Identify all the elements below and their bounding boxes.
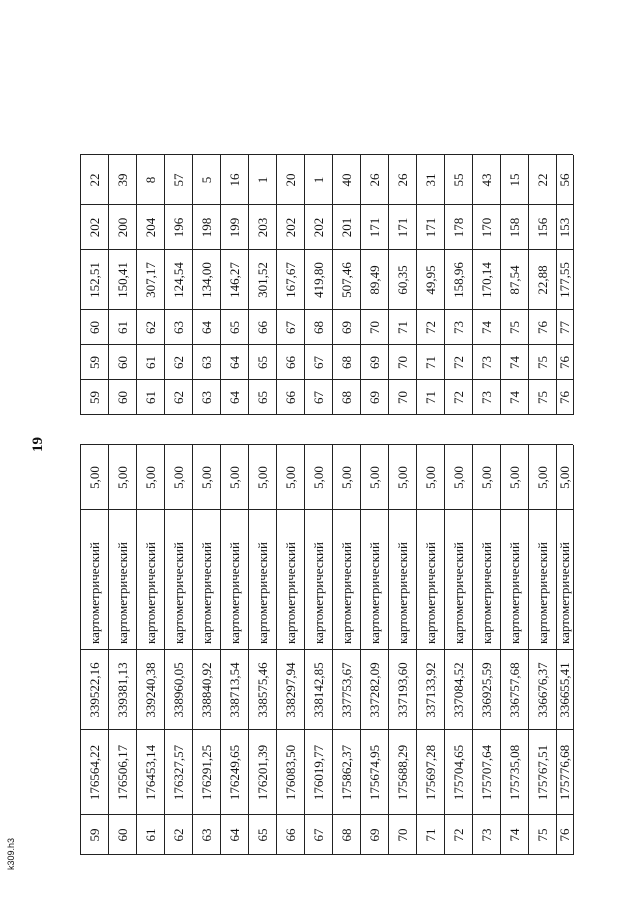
left-table-cell: 338297,94: [282, 662, 298, 718]
left-table-cell: 339522,16: [86, 662, 102, 718]
right-table-cell: 75: [534, 356, 550, 369]
left-table-cell: 5,00: [422, 466, 438, 489]
right-table-cell: 71: [422, 391, 438, 404]
left-table-cell: картометрический: [114, 542, 130, 644]
right-table-cell: 43: [478, 173, 494, 187]
right-table-cell: 74: [506, 356, 522, 369]
right-table-cell: 68: [338, 391, 354, 404]
right-table-cell: 146,27: [226, 262, 242, 298]
right-table-cell: 65: [226, 321, 242, 334]
right-table-cell: 73: [478, 356, 494, 369]
right-table-cell: 69: [366, 391, 382, 404]
left-table-cell: картометрический: [478, 542, 494, 644]
left-table-cell: 176564,22: [86, 744, 102, 801]
left-table-cell: 176291,25: [198, 744, 214, 801]
right-table-cell: 171: [366, 217, 382, 238]
right-table-cell: 39: [114, 173, 130, 187]
right-table-cell: 8: [142, 176, 158, 184]
left-table-cell: 73: [478, 828, 494, 842]
right-table-cell: 124,54: [170, 262, 186, 298]
left-table-cell: картометрический: [282, 542, 298, 644]
left-table-cell: картометрический: [86, 542, 102, 644]
left-table-cell: 63: [198, 828, 214, 842]
right-table-cell: 74: [478, 321, 494, 334]
left-table-cell: 72: [450, 828, 466, 842]
left-table-cell: 337084,52: [450, 662, 466, 718]
right-table-cell: 56: [557, 173, 572, 187]
left-table-cell: 74: [506, 828, 522, 842]
left-table-cell: картометрический: [198, 542, 214, 644]
left-table-cell: 76: [557, 828, 572, 842]
right-table-cell: 62: [142, 321, 158, 334]
left-table-cell: 75: [534, 828, 550, 842]
left-table-cell: картометрический: [534, 542, 550, 644]
left-table-cell: картометрический: [506, 542, 522, 644]
left-table-cell: 336655,41: [557, 662, 572, 718]
right-table-cell: 201: [338, 217, 354, 238]
left-table-cell: картометрический: [226, 542, 242, 644]
right-table-cell: 59: [86, 391, 102, 404]
left-table-cell: 336757,68: [506, 662, 522, 718]
left-table-cell: 175688,29: [394, 744, 410, 801]
right-table-cell: 70: [394, 391, 410, 404]
right-table-cell: 76: [557, 356, 572, 369]
left-table-cell: 176506,17: [114, 744, 130, 801]
right-table-cell: 69: [338, 321, 354, 334]
left-table-cell: 5,00: [310, 466, 326, 489]
right-table-cell: 66: [254, 321, 270, 334]
right-table-cell: 150,41: [114, 262, 130, 298]
left-table-cell: картометрический: [170, 542, 186, 644]
left-table-cell: 175704,65: [450, 744, 466, 801]
left-table-cell: 5,00: [226, 466, 242, 489]
right-table-cell: 57: [170, 173, 186, 187]
right-table-cell: 507,46: [338, 262, 354, 298]
left-table-cell: картометрический: [142, 542, 158, 644]
right-table-cell: 60: [86, 321, 102, 334]
right-table-cell: 134,00: [198, 262, 214, 298]
right-table-cell: 63: [170, 321, 186, 334]
right-table-cell: 31: [422, 173, 438, 187]
right-table-cell: 65: [254, 391, 270, 404]
right-table-cell: 5: [198, 176, 214, 184]
left-table-row-rule: [573, 445, 574, 855]
right-table-cell: 62: [170, 391, 186, 404]
right-table-cell: 198: [198, 217, 214, 238]
left-table-cell: 68: [338, 828, 354, 842]
left-table-cell: 5,00: [450, 466, 466, 489]
left-table-cell: 5,00: [170, 466, 186, 489]
right-table-cell: 196: [170, 217, 186, 238]
left-table-cell: 60: [114, 828, 130, 842]
right-table-cell: 68: [310, 321, 326, 334]
right-table-cell: 63: [198, 391, 214, 404]
right-table-cell: 202: [86, 217, 102, 238]
right-table-cell: 171: [394, 217, 410, 238]
right-table-cell: 60: [114, 391, 130, 404]
right-table-cell: 76: [557, 391, 572, 404]
right-table-cell: 67: [310, 391, 326, 404]
left-table-cell: 338575,46: [254, 662, 270, 718]
right-table-cell: 72: [450, 391, 466, 404]
right-table-cell: 70: [394, 356, 410, 369]
left-table-cell: 176453,14: [142, 744, 158, 801]
right-table-cell: 73: [450, 321, 466, 334]
right-table-cell: 419,80: [310, 262, 326, 298]
left-table-cell: 339381,13: [114, 662, 130, 718]
right-table-cell: 69: [366, 356, 382, 369]
right-table-cell: 199: [226, 217, 242, 238]
right-table-cell: 55: [450, 173, 466, 187]
left-table-cell: 175767,51: [534, 744, 550, 801]
left-table-cell: 175776,68: [557, 744, 572, 801]
right-table-cell: 61: [142, 391, 158, 404]
right-table-cell: 15: [506, 173, 522, 187]
right-table-cell: 16: [226, 173, 242, 187]
right-table-cell: 70: [366, 321, 382, 334]
left-table-cell: 66: [282, 828, 298, 842]
left-table-cell: 175735,08: [506, 744, 522, 801]
right-table-cell: 152,51: [86, 262, 102, 298]
right-table-cell: 156: [534, 217, 550, 238]
right-table-cell: 1: [254, 176, 270, 184]
left-table-cell: 67: [310, 828, 326, 842]
right-table-cell: 26: [366, 173, 382, 187]
right-table-cell: 61: [142, 356, 158, 369]
right-table-cell: 203: [254, 217, 270, 238]
left-table-cell: 71: [422, 828, 438, 842]
left-table-cell: 69: [366, 828, 382, 842]
left-table-cell: 61: [142, 828, 158, 842]
right-table-cell: 65: [254, 356, 270, 369]
right-table-row-rule: [573, 155, 574, 415]
left-table-cell: 5,00: [478, 466, 494, 489]
left-table-cell: картометрический: [366, 542, 382, 644]
right-table-cell: 64: [226, 391, 242, 404]
right-table-cell: 22: [534, 173, 550, 187]
right-table-cell: 20: [282, 173, 298, 187]
right-table-cell: 49,95: [422, 265, 438, 295]
right-table-cell: 178: [450, 217, 466, 238]
right-table-cell: 77: [557, 321, 572, 334]
right-table-cell: 158,96: [450, 262, 466, 298]
right-table-cell: 64: [226, 356, 242, 369]
left-table-cell: 175707,64: [478, 744, 494, 801]
right-table-cell: 158: [506, 217, 522, 238]
right-table-cell: 66: [282, 356, 298, 369]
left-table-cell: 5,00: [394, 466, 410, 489]
right-table-cell: 60,35: [394, 265, 410, 295]
left-table-cell: картометрический: [310, 542, 326, 644]
left-table-cell: 65: [254, 828, 270, 842]
left-table-cell: 338713,54: [226, 662, 242, 718]
right-table-cell: 171: [422, 217, 438, 238]
left-table-cell: картометрический: [557, 542, 572, 644]
right-table-cell: 26: [394, 173, 410, 187]
left-table-cell: 337282,09: [366, 662, 382, 718]
left-table-cell: 5,00: [142, 466, 158, 489]
right-table-cell: 153: [557, 217, 572, 238]
left-table-cell: 175862,37: [338, 744, 354, 801]
right-table-cell: 177,55: [557, 262, 572, 298]
left-table-cell: 339240,38: [142, 662, 158, 718]
left-table-cell: 338840,92: [198, 662, 214, 718]
left-table-cell: 337753,67: [338, 662, 354, 718]
right-table-cell: 89,49: [366, 265, 382, 295]
left-table-cell: 59: [86, 828, 102, 842]
right-table-cell: 73: [478, 391, 494, 404]
right-table-cell: 200: [114, 217, 130, 238]
right-table-cell: 40: [338, 173, 354, 187]
right-table-cell: 64: [198, 321, 214, 334]
right-table-cell: 62: [170, 356, 186, 369]
left-table-cell: картометрический: [254, 542, 270, 644]
left-table-cell: 5,00: [366, 466, 382, 489]
left-table-cell: 338142,85: [310, 662, 326, 718]
left-table-cell: 5,00: [338, 466, 354, 489]
left-table-cell: 5,00: [506, 466, 522, 489]
left-table-cell: 5,00: [557, 466, 572, 489]
rotated-table-block: [80, 35, 573, 855]
left-table-cell: 176201,39: [254, 744, 270, 801]
left-table-cell: 175697,28: [422, 744, 438, 801]
right-table-cell: 71: [422, 356, 438, 369]
right-table-cell: 60: [114, 356, 130, 369]
left-table-cell: 336676,37: [534, 662, 550, 718]
right-table-cell: 170,14: [478, 262, 494, 298]
left-table-cell: 5,00: [198, 466, 214, 489]
footer-code: k309.h3: [6, 837, 16, 870]
left-table-cell: 337133,92: [422, 662, 438, 718]
left-table-cell: 176327,57: [170, 744, 186, 801]
left-table-cell: 62: [170, 828, 186, 842]
left-table-cell: 176019,77: [310, 744, 326, 801]
right-table-cell: 67: [282, 321, 298, 334]
right-table-cell: 202: [310, 217, 326, 238]
right-table-cell: 75: [506, 321, 522, 334]
left-table-cell: 5,00: [114, 466, 130, 489]
right-table-cell: 59: [86, 356, 102, 369]
right-table-cell: 1: [310, 176, 326, 184]
right-table-cell: 63: [198, 356, 214, 369]
right-table-cell: 68: [338, 356, 354, 369]
right-table-cell: 76: [534, 321, 550, 334]
left-table-cell: 337193,60: [394, 662, 410, 718]
left-table-cell: картометрический: [450, 542, 466, 644]
left-table-cell: 338960,05: [170, 662, 186, 718]
right-table-cell: 66: [282, 391, 298, 404]
right-table-cell: 75: [534, 391, 550, 404]
right-table-cell: 87,54: [506, 265, 522, 295]
left-table-cell: 176249,65: [226, 744, 242, 801]
left-table-cell: картометрический: [394, 542, 410, 644]
right-table-cell: 170: [478, 217, 494, 238]
right-table-cell: 167,67: [282, 262, 298, 298]
right-table-cell: 72: [450, 356, 466, 369]
right-table-cell: 72: [422, 321, 438, 334]
right-table-cell: 22: [86, 173, 102, 187]
right-table-cell: 61: [114, 321, 130, 334]
left-table-cell: картометрический: [338, 542, 354, 644]
right-table-cell: 22,88: [534, 265, 550, 295]
right-table-cell: 67: [310, 356, 326, 369]
right-table-cell: 301,52: [254, 262, 270, 298]
left-table-cell: 70: [394, 828, 410, 842]
left-table-cell: 5,00: [86, 466, 102, 489]
page-number: 19: [30, 437, 46, 452]
left-table-cell: 5,00: [534, 466, 550, 489]
left-table-cell: картометрический: [422, 542, 438, 644]
left-table-cell: 175674,95: [366, 744, 382, 801]
left-table-cell: 5,00: [282, 466, 298, 489]
right-table-cell: 204: [142, 217, 158, 238]
left-table-cell: 5,00: [254, 466, 270, 489]
left-table-cell: 64: [226, 828, 242, 842]
right-table-cell: 202: [282, 217, 298, 238]
left-table-cell: 176083,50: [282, 744, 298, 801]
right-table-cell: 74: [506, 391, 522, 404]
right-table-cell: 71: [394, 321, 410, 334]
left-table-cell: 336925,59: [478, 662, 494, 718]
right-table-cell: 307,17: [142, 262, 158, 298]
